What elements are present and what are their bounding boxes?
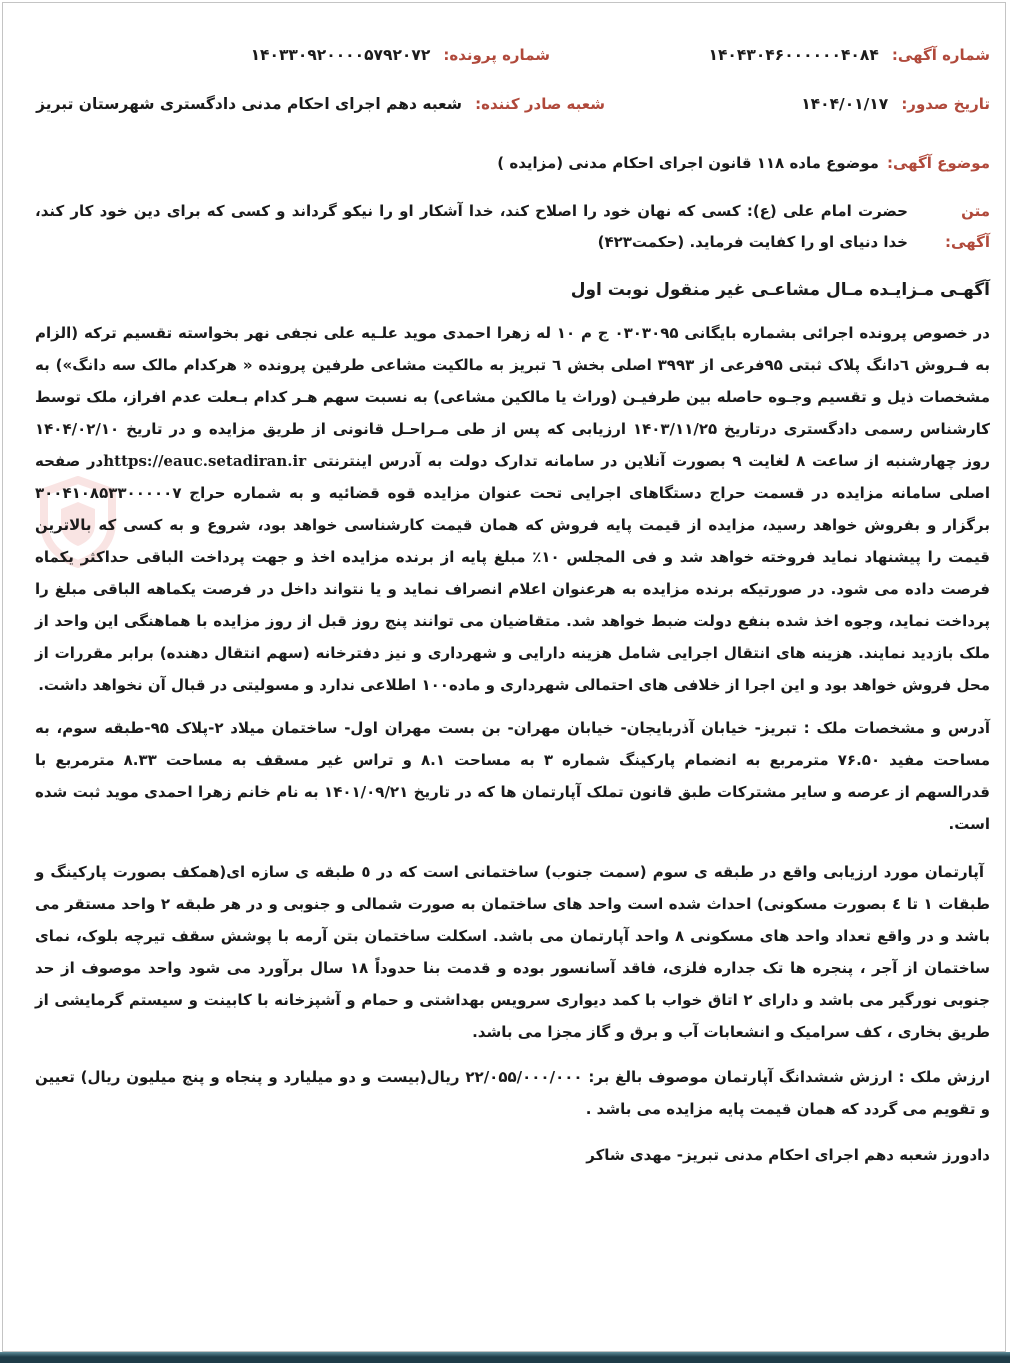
ad-number-field (550, 39, 990, 71)
subject-value: موضوع ماده ۱۱۸ قانون اجرای احکام مدنی (مزایده ) (497, 154, 879, 172)
case-number-field (35, 39, 550, 71)
notice-text-label: متن آگهی: (945, 202, 990, 251)
issue-date-label: تاریخ صدور: (901, 95, 990, 113)
property-description-paragraph: آپارتمان مورد ارزیابی واقع در طبقه ی سوم (سمت جنوب) ساختمانی است که در ٥ طبقه ی سازه ای(همکف بصورت پارکینگ و طبقات ۱ تا ٤ بصورت مسکونی) احداث شده است واحد های ساختمان به صورت شمالی و جنوبی و در هر طبقه ۲ واحد مستقر می باشد و در واقع تعداد واحد های مسکونی ۸ واحد آپارتمان می باشد. اسکلت ساختمان بتن آرمه با پوشش سقف تیرچه بلوک، نمای ساختمان از آجر ، پنجره ها تک جداره فلزی، فاقد آسانسور بوده و قدمت بنا حدوداً ۱۸ سال برآورد می شود واحد موصوف از حد جنوبی نورگیر می باشد و دارای ۲ اتاق خواب با کمد دیواری سرویس بهداشتی و حمام و آشپزخانه با کابینت و سیستم گرمایشی از طریق بخاری ، کف سرامیک و انشعابات آب و برق و گاز مجزا می باشد. (35, 863, 990, 1041)
subject-field (35, 147, 990, 179)
header-row-numbers (35, 39, 990, 71)
auction-details-text-end: در صفحه اصلی سامانه مزایده در قسمت حراج دستگاهای اجرایی تحت عنوان مزایده قوه قضائیه و به شماره حراج ۳۰۰۴۱۰۸۵۳۳۰۰۰۰۰۷ برگزار و بفروش خواهد رسید، مزایده از قیمت پایه فروش که همان قیمت کارشناسی خواهد بود، شروع و به کسی که بالاترین قیمت را پیشنهاد نماید فروخته خواهد شد و فی المجلس ۱۰٪ مبلغ پایه از برنده مزایده اخذ و جهت پرداخت الباقی حداکثر یکماه فرصت داده می شود. در صورتیکه برنده مزایده به هرعنوان اعلام انصراف نماید و یا نتواند داخل در فرصت یکماهه الباقی مبلغ را پرداخت نماید، وجوه اخذ شده بنفع دولت ضبط خواهد شد. متقاضیان می توانند پنج روز قبل از روز مزایده با هماهنگی این واحد از ملک بازدید نمایند. هزینه های انتقال اجرایی شامل هزینه دارایی و شهرداری و نیز دفترخانه (سهم انتقال دهنده) برابر مقررات از محل فروش خواهد بود و این اجرا از خلافی های احتمالی شهرداری و ماده۱۰۰ اطلاعی ندارد و مسولیتی در قبال آن نخواهد داشت. (35, 452, 990, 694)
case-number-label: شماره پرونده: (443, 46, 550, 64)
issuing-branch-label: شعبه صادر کننده: (475, 95, 605, 113)
auction-heading: آگهـی مـزایـده مـال مشاعـی غیر منقول نوبت اول (570, 280, 990, 300)
case-number-value: ۱۴۰۳۳۰۹۲۰۰۰۰۵۷۹۲۰۷۲ (250, 46, 431, 64)
bottom-bar (0, 1352, 1010, 1363)
auction-url: https://eauc.setadiran.ir (103, 452, 307, 470)
issuing-branch-value: شعبه دهم اجرای احکام مدنی دادگستری شهرستان تبریز (36, 95, 463, 113)
issue-date-value: ۱۴۰۴/۰۱/۱۷ (801, 95, 889, 113)
bailiff-signature: دادورز شعبه دهم اجرای احکام مدنی تبریز- مهدی شاکر (586, 1146, 990, 1164)
auction-details-text-start: در خصوص پرونده اجرائی بشماره بایگانی ۰۳۰۳۰۹۵ ج م ۱۰ له زهرا احمدی موید علـیه علی نجفی نهر بخواسته تقسیم ترکه (الزام به فـروش ٦دانگ پلاک ثبتی ۹۵فرعی از ۳۹۹۳ اصلی بخش ٦ تبریز به مالکیت مشاعی طرفین پرونده « هرکدام مالک سه دانگ») به مشخصات ذیل و تقسیم وجـوه حاصله بین طرفیـن (وراث یا مالکین مشاعی) به نسبت سهم هـر کدام بـعلت عدم افراز، ملک توسط کارشناس رسمی دادگستری درتاریخ ۱۴۰۳/۱۱/۲۵ ارزیابی که پس از طی مـراحـل قانونی از طریق مزایده و در تاریخ ۱۴۰۴/۰۲/۱۰ روز چهارشنبه از ساعت ۸ لغایت ۹ بصورت آنلاین در سامانه تدارک دولت به آدرس اینترنتی (35, 324, 991, 470)
property-address-paragraph: آدرس و مشخصات ملک : تبریز- خیابان آذربایجان- خیابان مهران- بن بست مهران اول- ساختمان میلاد ۲-پلاک ۹۵-طبقه سوم، به مساحت مفید ۷۶.۵۰ مترمربع به انضمام پارکینگ شماره ۳ به مساحت ۸.۱ و تراس غیر مسقف به مساحت ۸.۳۳ مترمربع با قدرالسهم از عرصه و سایر مشترکات طبق قانون تملک آپارتمان ها که در تاریخ ۱۴۰۱/۰۹/۲۱ به نام خانم زهرا احمدی موید ثبت شده است. (35, 719, 991, 833)
notice-text-field (35, 196, 990, 258)
property-value-paragraph: ارزش ملک : ارزش ششدانگ آپارتمان موصوف بالغ بر: ۲۲/۰۵۵/۰۰۰/۰۰۰ ریال(بیست و دو میلیارد و پنجاه و پنج میلیون ریال) تعیین و تقویم می گردد که همان قیمت پایه مزایده می باشد . (35, 1068, 990, 1118)
issuing-branch-field (35, 88, 605, 120)
ad-number-value: ۱۴۰۴۳۰۴۶۰۰۰۰۰۰۴۰۸۴ (708, 46, 879, 64)
notice-text-value: حضرت امام علی (ع): کسی که نهان خود را اصلاح کند، خدا آشکار او را نیکو گرداند و کسی که برای دین خود کار کند، خدا دنیای او را کفایت فرماید. (حکمت۴۲۳) (35, 202, 908, 251)
ad-number-label: شماره آگهی: (891, 46, 990, 64)
issue-date-field (605, 88, 990, 120)
auction-details-paragraph (35, 317, 990, 701)
header-row-issue (35, 88, 990, 120)
subject-label: موضوع آگهی: (886, 154, 990, 172)
